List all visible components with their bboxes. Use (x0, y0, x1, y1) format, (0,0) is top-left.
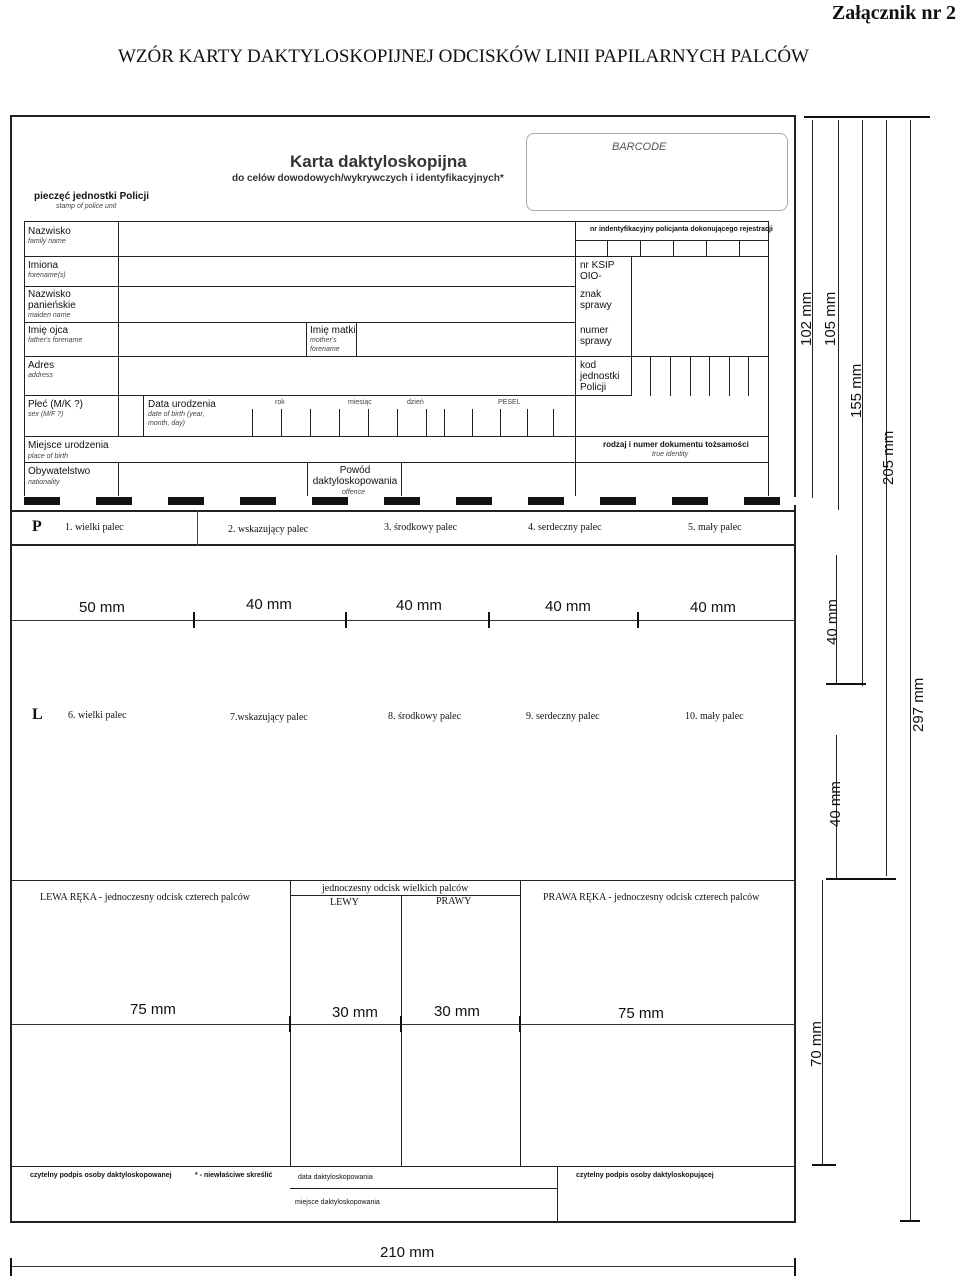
case-no-label: numer sprawy (580, 325, 612, 347)
surname-label: Nazwisko (28, 226, 71, 237)
ksip-label: nr KSIP OIO- (580, 260, 615, 282)
nationality-label: Obywatelstwo (28, 466, 91, 477)
dim-40a: 40 mm (824, 599, 841, 645)
dim-row1-2: 40 mm (246, 596, 292, 613)
reason-sub: offence (342, 489, 365, 496)
nationality-sub: nationality (28, 479, 60, 486)
finger-label-5: 5. mały palec (688, 522, 742, 533)
unit-code-label: kod jednostki Policji (580, 360, 620, 393)
finger-label-2: 2. wskazujący palec (228, 524, 309, 535)
card-frame (10, 115, 796, 1223)
card-title: Karta daktyloskopijna (290, 152, 467, 171)
forenames-sub: forename(s) (28, 272, 66, 279)
thumb-right-label: PRAWY (436, 896, 472, 907)
strike-note: * - niewłaściwe skreślić (195, 1172, 273, 1179)
dim-105: 105 mm (822, 291, 839, 346)
card-subtitle: do celów dowodowych/wykrywczych i identyfikacyjnych* (232, 173, 504, 184)
dim-40b: 40 mm (827, 781, 844, 827)
case-mark-label: znak sprawy (580, 289, 612, 311)
right-hand-letter: P (32, 518, 42, 535)
perforation-strip (24, 497, 796, 505)
finger-label-7: 7.wskazujący palec (230, 712, 308, 723)
mother-sub: mother's forename (310, 337, 340, 353)
officer-id-label: nr indentyfikacyjny policjanta dokonującego rejestracji (590, 226, 773, 233)
date-label: data daktyloskopowania (298, 1174, 373, 1181)
dim-row3-1: 75 mm (130, 1001, 176, 1018)
finger-label-8: 8. środkowy palec (388, 711, 462, 722)
address-sub: address (28, 372, 53, 379)
pesel-label: PESEL (498, 399, 521, 406)
dim-row1-5: 40 mm (690, 599, 736, 616)
dim-297: 297 mm (910, 677, 927, 732)
sig-person-label: czytelny podpis osoby daktyloskopowanej (30, 1172, 172, 1179)
annex-label: Załącznik nr 2 (831, 2, 956, 24)
dim-205: 205 mm (880, 430, 897, 485)
id-doc-label: rodzaj i numer dokumentu tożsamości (603, 440, 749, 449)
sex-sub: sex (M/F ?) (28, 411, 64, 418)
dob-sub: date of birth (year, month, day) (148, 411, 205, 427)
birthplace-label: Miejsce urodzenia (28, 440, 109, 451)
stamp-label: pieczęć jednostki Policji (34, 191, 150, 202)
forenames-label: Imiona (28, 260, 59, 271)
finger-label-10: 10. mały palec (685, 711, 744, 722)
dim-102: 102 mm (798, 291, 815, 346)
maiden-sub: maiden name (28, 312, 71, 319)
dim-row3-3: 30 mm (434, 1003, 480, 1020)
finger-label-4: 4. serdeczny palec (528, 522, 602, 533)
father-sub: father's forename (28, 337, 83, 344)
thumbs-label: jednoczesny odcisk wielkich palców (322, 883, 469, 894)
place-label: miejsce daktyloskopowania (295, 1199, 380, 1206)
dim-70: 70 mm (808, 1021, 825, 1067)
sex-label: Płeć (M/K ?) (28, 399, 84, 410)
sig-officer-label: czytelny podpis osoby daktyloskopującej (576, 1172, 714, 1179)
thumb-left-label: LEWY (330, 897, 359, 908)
dim-row1-4: 40 mm (545, 598, 591, 615)
id-doc-sub: true identity (652, 451, 689, 458)
finger-label-9: 9. serdeczny palec (526, 711, 600, 722)
mother-label: Imię matki (310, 325, 356, 336)
finger-label-1: 1. wielki palec (65, 522, 124, 533)
stamp-sub: stamp of police unit (56, 203, 117, 210)
finger-label-6: 6. wielki palec (68, 710, 127, 721)
month-label: miesiąc (348, 399, 372, 406)
dim-155: 155 mm (848, 363, 865, 418)
left-hand-letter: L (32, 706, 43, 723)
dim-row1-3: 40 mm (396, 597, 442, 614)
birthplace-sub: place of birth (28, 453, 69, 460)
day-label: dzień (407, 399, 424, 406)
barcode-label: BARCODE (612, 141, 667, 153)
dim-row1-1: 50 mm (79, 599, 125, 616)
right-four-label: PRAWA RĘKA - jednoczesny odcisk czterech palców (543, 892, 760, 903)
reason-label: Powód daktyloskopowania (312, 465, 398, 487)
address-label: Adres (28, 360, 55, 371)
finger-label-3: 3. środkowy palec (384, 522, 458, 533)
page-title: WZÓR KARTY DAKTYLOSKOPIJNEJ ODCISKÓW LINII PAPILARNYCH PALCÓW (118, 46, 809, 67)
father-label: Imię ojca (28, 325, 69, 336)
left-four-label: LEWA RĘKA - jednoczesny odcisk czterech palców (40, 892, 250, 903)
dim-width: 210 mm (380, 1244, 435, 1261)
year-label: rok (275, 399, 285, 406)
dob-label: Data urodzenia (148, 399, 216, 410)
dim-row3-2: 30 mm (332, 1004, 378, 1021)
maiden-label: Nazwisko panieńskie (28, 289, 76, 311)
dim-row3-4: 75 mm (618, 1005, 664, 1022)
surname-sub: family name (28, 238, 66, 245)
